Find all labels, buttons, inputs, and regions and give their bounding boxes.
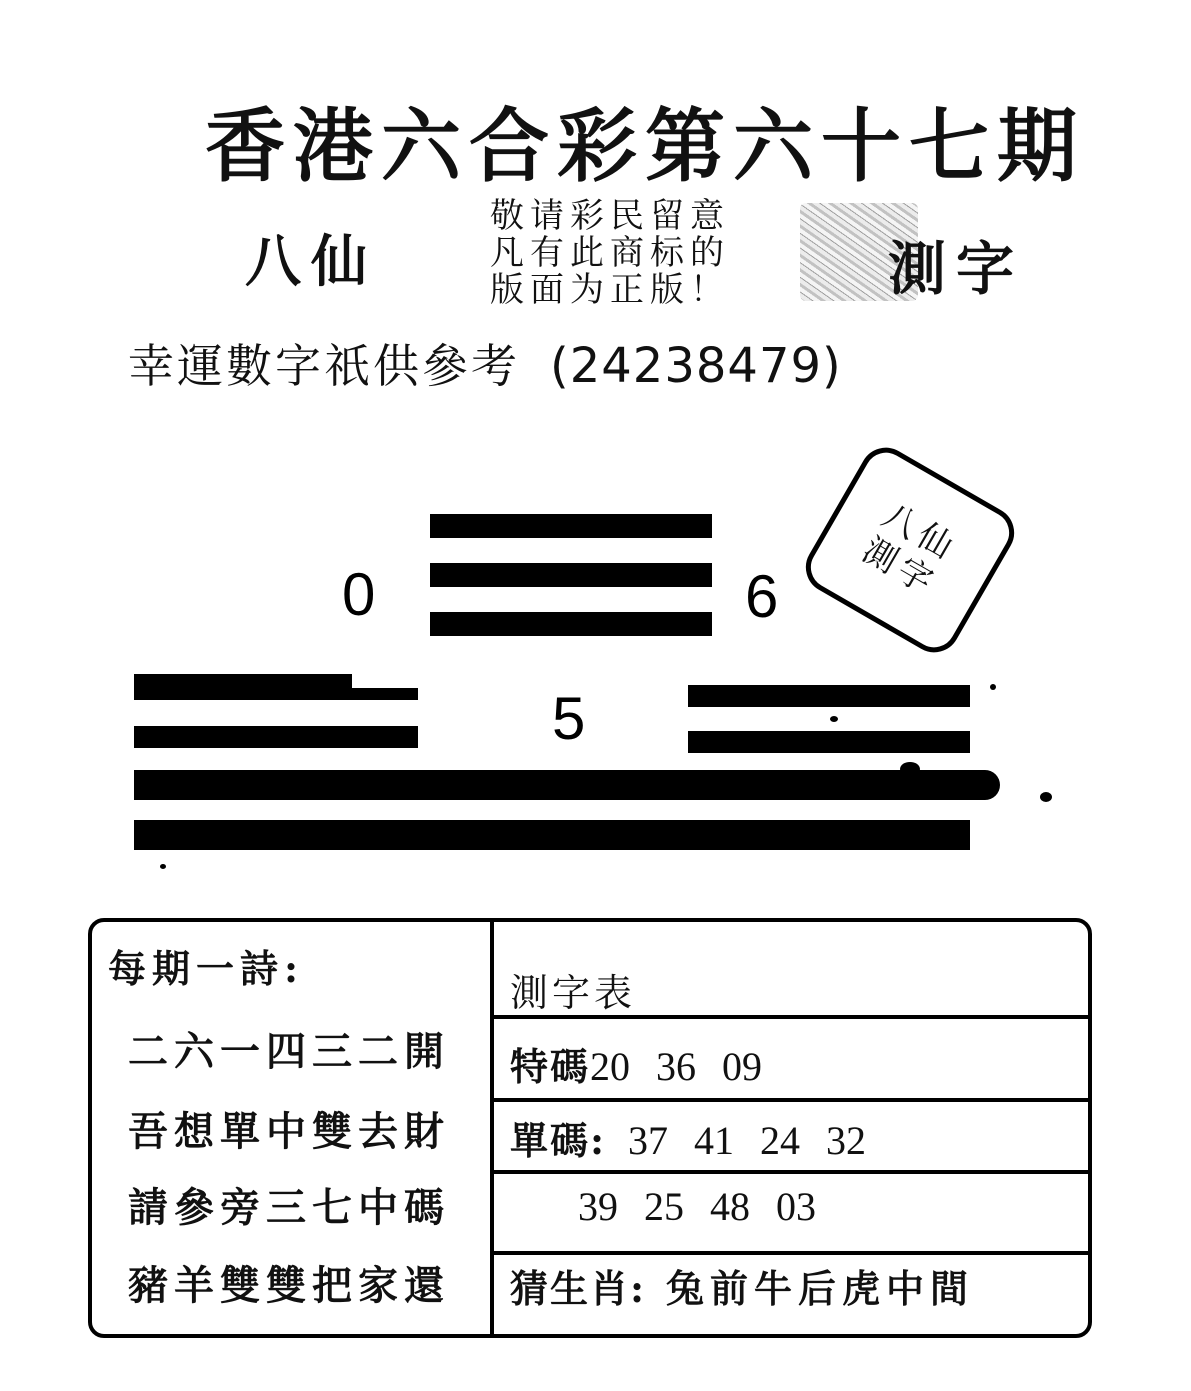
lucky-numbers-line [128,330,842,396]
poem-title: 每期一詩: [108,946,305,991]
poem-line: 吾想單中雙去財 [128,1108,450,1155]
odd-numbers-value: 37 41 24 32 [628,1118,867,1163]
notice-line: 敬请彩民留意 [490,196,730,236]
special-numbers-value: 20 36 09 [590,1044,763,1089]
odd-numbers-row [510,1110,866,1165]
poem-line: 豬羊雙雙把家還 [128,1262,450,1309]
notice-line: 凡有此商标的 [490,233,730,273]
trigram-bar [134,770,1000,800]
trigram-digit-center: 5 [552,685,586,752]
trigram-digit-left: 0 [342,561,376,628]
lucky-numbers-value: (24238479) [550,338,842,394]
ink-speck [830,716,838,722]
trigram-bar [134,688,418,700]
box-divider [490,922,494,1336]
ink-speck [990,684,996,690]
brand-name-right: 測字 [888,235,1025,303]
poem-line: 二六一四三二開 [128,1028,450,1075]
trigram-bar [134,820,970,850]
trigram-bar [688,731,970,753]
poem-line: 請參旁三七中碼 [128,1184,450,1231]
trigram-bar [430,563,712,587]
zodiac-label: 猜生肖: [510,1266,647,1311]
trigram-bar [134,726,418,748]
brand-name-left: 八仙 [245,229,377,295]
trigram-digit-right: 6 [745,563,779,630]
table-divider [494,1015,1090,1019]
trigram-bar [430,514,712,538]
trigram-bar [430,612,712,636]
trigram-bar [688,685,970,707]
ink-speck [1040,792,1052,802]
authenticity-notice [490,198,730,309]
ink-speck [160,864,166,869]
table-divider [494,1251,1090,1255]
ink-speck [900,762,920,776]
odd-numbers-row-2 [578,1183,816,1230]
notice-line: 版面为正版！ [490,270,730,310]
zodiac-row [510,1258,974,1313]
table-header: 測字表 [510,971,637,1015]
stamp-text: 八仙 測字 [855,495,965,605]
brand-stamp [796,438,1023,662]
table-divider [494,1098,1090,1102]
zodiac-value: 兔前牛后虎中間 [666,1266,975,1311]
special-numbers-label: 特碼 [510,1044,591,1089]
lucky-numbers-label: 幸運數字祇供參考 [128,339,520,393]
special-numbers-row [510,1036,762,1091]
odd-numbers-label: 單碼: [510,1118,607,1163]
page-title: 香港六合彩第六十七期 [205,99,1085,193]
table-divider [494,1170,1090,1174]
odd-numbers-value-2: 39 25 48 03 [578,1184,816,1229]
